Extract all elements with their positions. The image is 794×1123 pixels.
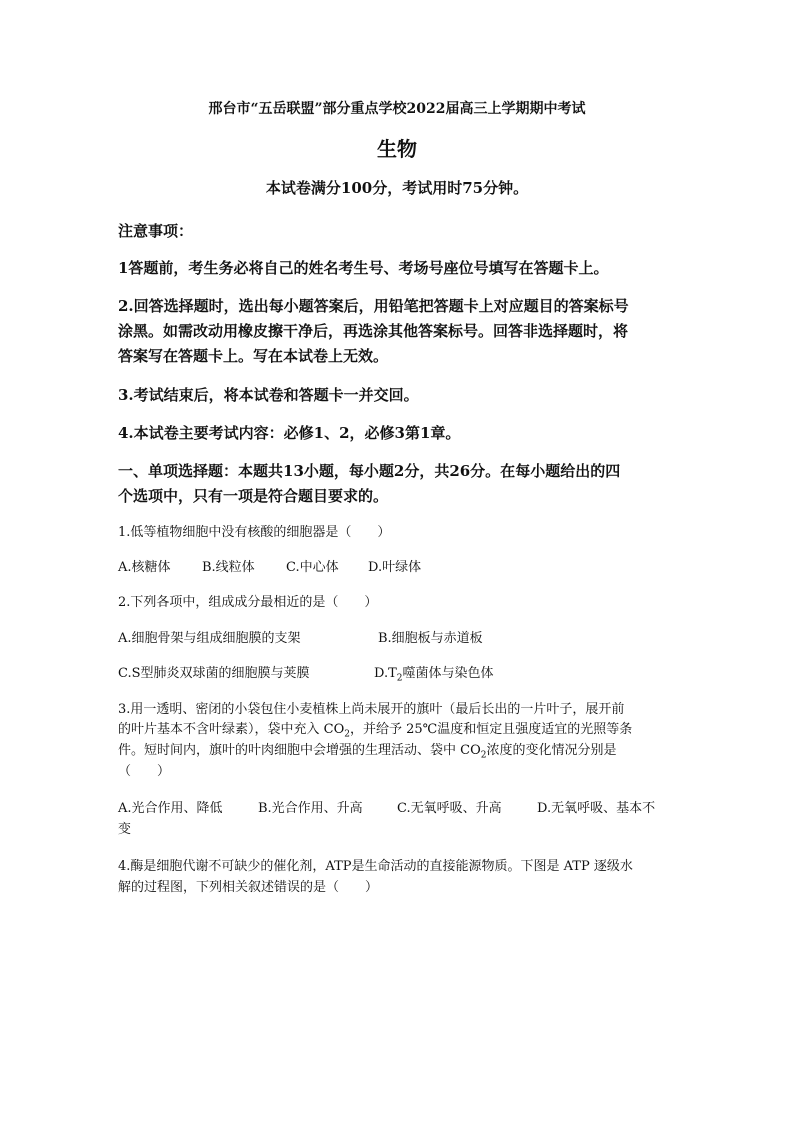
question-3-line-3: 件。短时间内，旗叶的叶肉细胞中会增强的生理活动、袋中 $CO_2$浓度的变化情况分别是 <box>118 743 617 761</box>
note-item-1: 1答题前，考生务必将自己的姓名考生号、考场号座位号填写在答题卡上。 <box>118 259 609 277</box>
subject-title: 生物 <box>377 137 417 161</box>
note-item-4: 4.本试卷主要考试内容：必修1、2，必修3第1章。 <box>118 424 461 442</box>
section-heading-line-1: 一、单项选择题：本题共13小题，每小题2分，共26分。在每小题给出的四 <box>118 462 621 480</box>
question-3-option-d: D.无氧呼吸、基本不 <box>537 801 656 816</box>
question-1-option-a: A.核糖体 <box>118 560 171 575</box>
question-2-option-d: $D.T_2$噬菌体与染色体 <box>374 666 494 684</box>
question-2-option-a: A.细胞骨架与组成细胞膜的支架 <box>118 631 301 646</box>
question-4-line-1: 4.酶是细胞代谢不可缺少的催化剂，ATP是生命活动的直接能源物质。下图是 ATP 逐级水 <box>118 859 633 874</box>
notes-heading: 注意事项： <box>118 222 194 240</box>
question-1-option-b: B.线粒体 <box>202 560 255 575</box>
question-1-stem: 1.低等植物细胞中没有核酸的细胞器是（ ） <box>118 525 391 540</box>
note-item-2-line-2: 涂黑。如需改动用橡皮擦干净后，再选涂其他答案标号。回答非选择题时，将 <box>118 322 629 340</box>
exam-title: 邢台市“五岳联盟”部分重点学校2022届高三上学期期中考试 <box>208 101 586 117</box>
question-3-line-1: 3.用一透明、密闭的小袋包住小麦植株上尚未展开的旗叶（最后长出的一片叶子，展开前 <box>118 702 625 717</box>
score-time-note: 本试卷满分100分，考试用时75分钟。 <box>265 179 529 197</box>
question-3-option-b: B.光合作用、升高 <box>258 801 363 816</box>
question-1-option-d: D.叶绿体 <box>368 560 422 575</box>
question-4-line-2: 解的过程图，下列相关叙述错误的是（ ） <box>118 880 379 895</box>
note-item-2-line-3: 答案写在答题卡上。写在本试卷上无效。 <box>118 347 389 365</box>
question-3-option-a: A.光合作用、降低 <box>118 801 223 816</box>
question-3-option-d-continued: 变 <box>118 822 132 837</box>
question-2-stem: 2.下列各项中，组成成分最相近的是（ ） <box>118 595 378 610</box>
note-item-3: 3.考试结束后，将本试卷和答题卡一并交回。 <box>118 386 419 404</box>
section-heading-line-2: 个选项中，只有一项是符合题目要求的。 <box>118 487 389 505</box>
note-item-2-line-1: 2.回答选择题时，选出每小题答案后，用铅笔把答题卡上对应题目的答案标号 <box>118 297 629 315</box>
question-1-option-c: C.中心体 <box>286 560 339 575</box>
question-2-option-b: B.细胞板与赤道板 <box>378 631 483 646</box>
question-2-option-c: C.S型肺炎双球菌的细胞膜与荚膜 <box>118 666 310 681</box>
question-3-line-4: （ ） <box>118 764 171 779</box>
question-3-line-2: 的叶片基本不含叶绿素），袋中充入 $CO_2$，并给予 25℃温度和恒定且强度适宜的光照等条 <box>118 722 633 740</box>
question-3-option-c: C.无氧呼吸、升高 <box>397 801 502 816</box>
